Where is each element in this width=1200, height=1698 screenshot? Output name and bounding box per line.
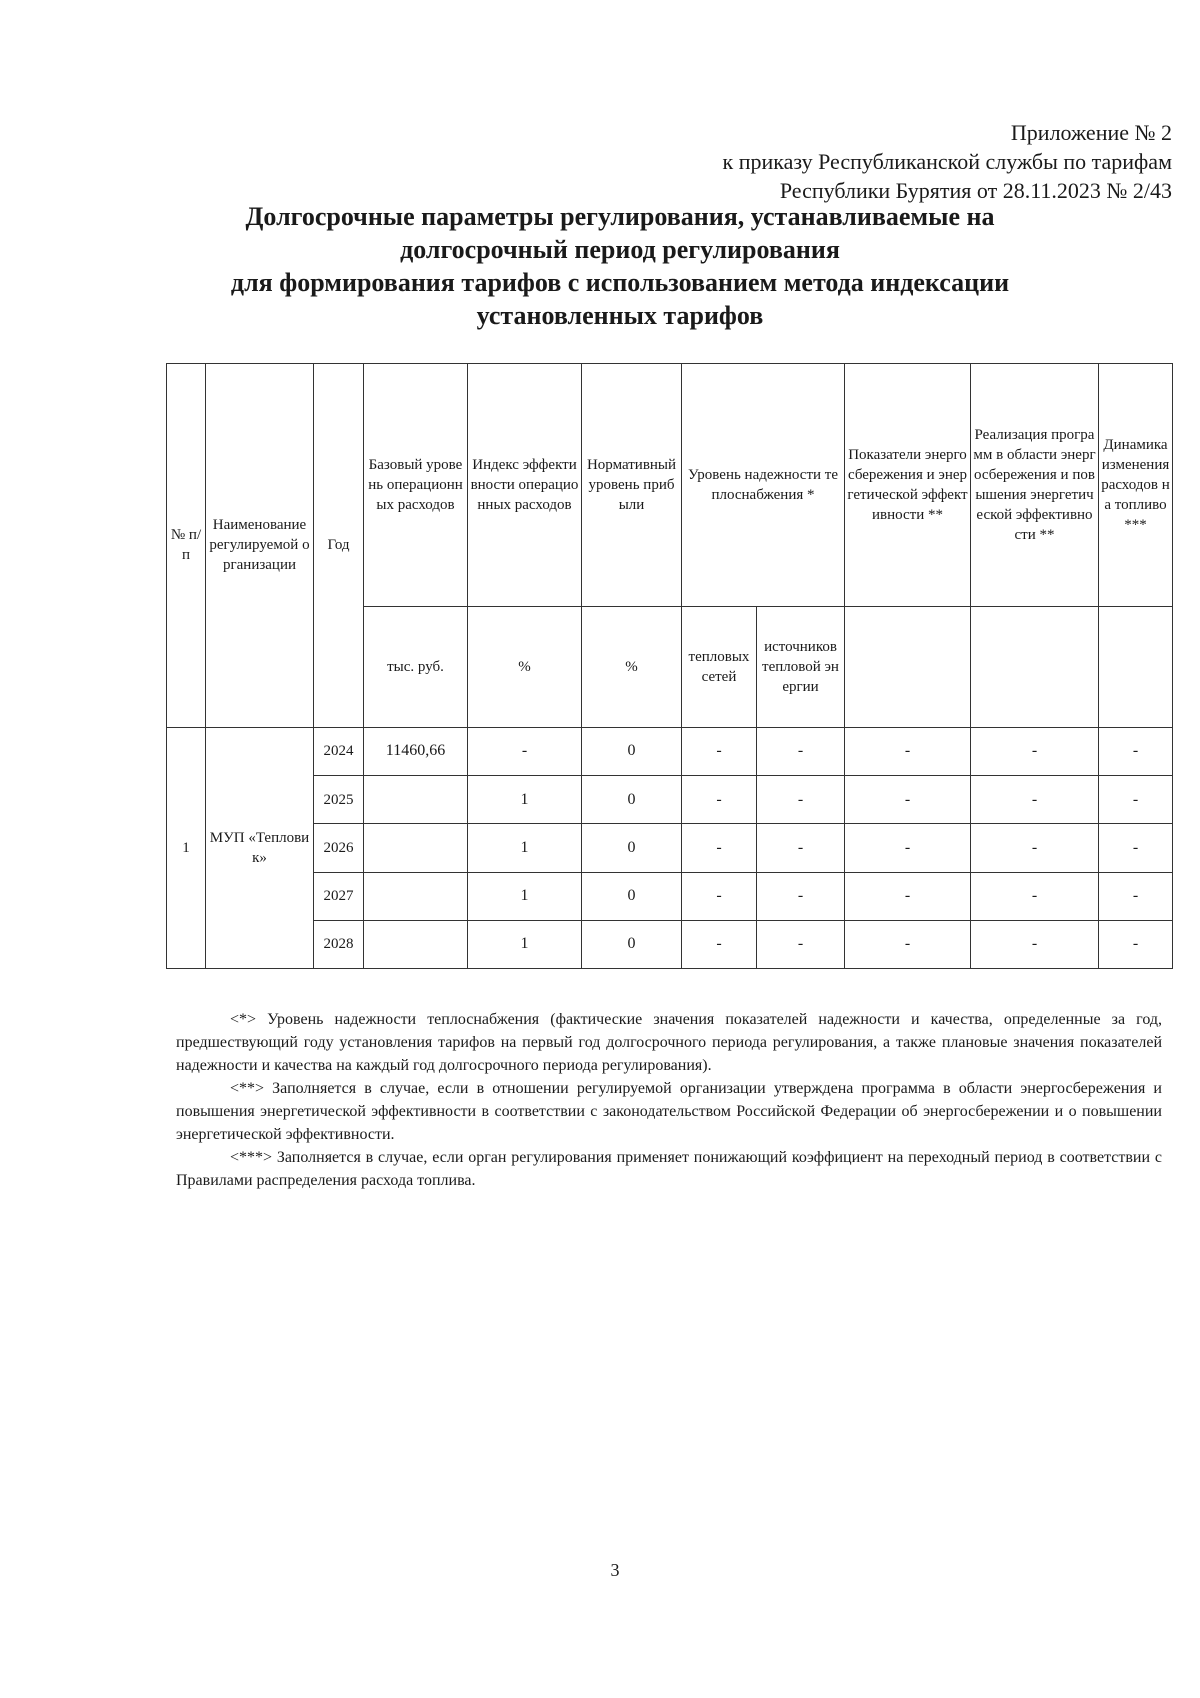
row-networks: - (682, 872, 757, 920)
table-row (167, 824, 1173, 872)
table-header-row (167, 364, 1173, 607)
appendix-line-1: Приложение № 2 (1010, 120, 1172, 145)
row-base (364, 872, 468, 920)
row-profit: 0 (582, 920, 682, 968)
unit-networks: тепловых сетей (682, 607, 757, 728)
row-year: 2028 (314, 920, 364, 968)
title-line-4: установленных тарифов (476, 301, 764, 330)
row-profit: 0 (582, 872, 682, 920)
header-fuel-dynamics: Динамика изменения расходов на топливо *** (1099, 364, 1173, 607)
row-fuel: - (1099, 872, 1173, 920)
unit-fuel-empty (1099, 607, 1173, 728)
row-program: - (971, 824, 1099, 872)
row-index: 1 (468, 920, 582, 968)
row-networks: - (682, 920, 757, 968)
row-networks: - (682, 727, 757, 775)
header-profit-level: Нормативный уровень прибыли (582, 364, 682, 607)
footnote-2: <**> Заполняется в случае, если в отношении регулируемой организации утверждена программа в области энергосбережения и повышения энергетической эффективности в соответствии с законодательством Российской Федерации об энергосбережении и о повышении энергетической эффективности. (176, 1080, 1162, 1143)
row-fuel: - (1099, 824, 1173, 872)
appendix-line-3: Республики Бурятия от 28.11.2023 № 2/43 (779, 178, 1172, 203)
row-index: 1 (468, 872, 582, 920)
row-sources: - (757, 872, 845, 920)
row-sources: - (757, 920, 845, 968)
row-program: - (971, 727, 1099, 775)
row-sources: - (757, 824, 845, 872)
row-profit: 0 (582, 727, 682, 775)
row-energy: - (845, 824, 971, 872)
row-energy: - (845, 727, 971, 775)
footnotes (176, 1008, 1162, 1192)
unit-base: тыс. руб. (364, 607, 468, 728)
table-row (167, 872, 1173, 920)
unit-energy-empty (845, 607, 971, 728)
unit-index: % (468, 607, 582, 728)
table-row (167, 776, 1173, 824)
header-reliability: Уровень надежности теплоснабжения * (682, 364, 845, 607)
header-num: № п/п (167, 364, 206, 728)
row-profit: 0 (582, 776, 682, 824)
row-sources: - (757, 727, 845, 775)
row-energy: - (845, 920, 971, 968)
row-networks: - (682, 824, 757, 872)
row-year: 2026 (314, 824, 364, 872)
header-energy-saving: Показатели энергосбережения и энергетической эффективности ** (845, 364, 971, 607)
row-fuel: - (1099, 727, 1173, 775)
row-base (364, 920, 468, 968)
unit-sources: источников тепловой энергии (757, 607, 845, 728)
org-name: МУП «Тепловик» (206, 727, 314, 968)
unit-profit: % (582, 607, 682, 728)
footnote-1: <*> Уровень надежности теплоснабжения (фактические значения показателей надежности и качества, определенные за год, предшествующий году установления тарифов на первый год долгосрочного периода регулирования, а также плановые значения показателей надежности и качества на каждый год долгосрочного периода регулирования). (176, 1011, 1162, 1074)
footnote-3: <***> Заполняется в случае, если орган регулирования применяет понижающий коэффициент на переходный период в соответствии с Правилами распределения расхода топлива. (176, 1149, 1162, 1189)
row-sources: - (757, 776, 845, 824)
page-number: 3 (610, 1560, 620, 1580)
document-title (150, 200, 1090, 332)
table-row (167, 727, 1173, 775)
row-year: 2027 (314, 872, 364, 920)
title-line-1: Долгосрочные параметры регулирования, устанавливаемые на (245, 202, 995, 231)
row-index: 1 (468, 776, 582, 824)
org-number: 1 (167, 727, 206, 968)
row-year: 2025 (314, 776, 364, 824)
title-line-3: для формирования тарифов с использованием метода индексации (230, 268, 1010, 297)
parameters-table (166, 363, 1173, 969)
row-index: - (468, 727, 582, 775)
header-org-name: Наименование регулируемой организации (206, 364, 314, 728)
row-program: - (971, 872, 1099, 920)
row-year: 2024 (314, 727, 364, 775)
row-fuel: - (1099, 776, 1173, 824)
row-profit: 0 (582, 824, 682, 872)
header-program: Реализация программ в области энергосбережения и повышения энергетической эффективности ** (971, 364, 1099, 607)
row-base (364, 824, 468, 872)
title-line-2: долгосрочный период регулирования (400, 235, 840, 264)
row-base (364, 776, 468, 824)
row-networks: - (682, 776, 757, 824)
row-energy: - (845, 872, 971, 920)
row-fuel: - (1099, 920, 1173, 968)
row-base: 11460,66 (364, 727, 468, 775)
appendix-header (723, 118, 1172, 205)
row-program: - (971, 920, 1099, 968)
header-base-opex: Базовый уровень операционных расходов (364, 364, 468, 607)
row-program: - (971, 776, 1099, 824)
row-energy: - (845, 776, 971, 824)
unit-program-empty (971, 607, 1099, 728)
row-index: 1 (468, 824, 582, 872)
header-efficiency-index: Индекс эффективности операционных расходов (468, 364, 582, 607)
header-year: Год (314, 364, 364, 728)
appendix-line-2: к приказу Республиканской службы по тарифам (722, 149, 1172, 174)
table-row (167, 920, 1173, 968)
